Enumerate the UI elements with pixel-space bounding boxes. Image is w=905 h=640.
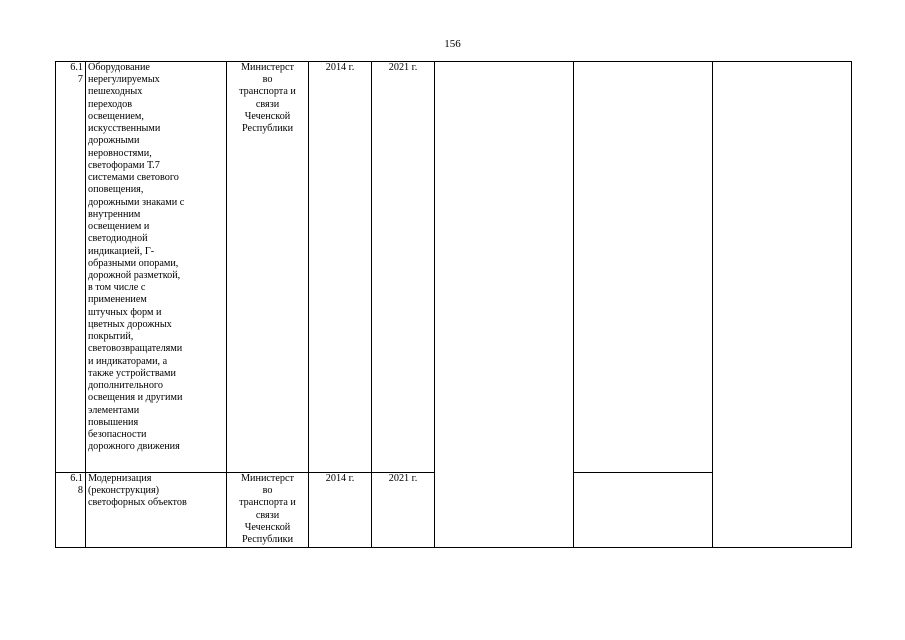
page-number: 156 <box>444 38 461 50</box>
start-year-cell: 2014 г. <box>309 473 372 548</box>
measure-name-cell: Модернизация (реконструкция) светофорных объектов <box>86 473 227 548</box>
executor-cell: Министерст во транспорта и связи Чеченской Республики <box>227 473 309 548</box>
empty-cell <box>574 473 713 548</box>
empty-cell <box>713 62 852 548</box>
executor-cell: Министерст во транспорта и связи Чеченской Республики <box>227 62 309 473</box>
end-year-cell: 2021 г. <box>372 62 435 473</box>
measures-table <box>55 61 852 548</box>
table-row <box>56 62 852 473</box>
empty-cell <box>574 62 713 473</box>
row-number-cell: 6.1 7 <box>56 62 86 473</box>
empty-cell <box>435 62 574 548</box>
measure-name-cell: Оборудование нерегулируемых пешеходных переходов освещением, искусственными дорожными неровностями, светофорами Т.7 системами светового оповещения, дорожными знаками с внутренним освещением и светодиодной индикацией, Г- образными опорами, дорожной разметкой, в том числе с применением штучных форм и цветных дорожных покрытий, световозвращателями и индикаторами, а также устройствами дополнительного освещения и другими элементами повышения безопасности дорожного движения <box>86 62 227 473</box>
end-year-cell: 2021 г. <box>372 473 435 548</box>
row-number-cell: 6.1 8 <box>56 473 86 548</box>
start-year-cell: 2014 г. <box>309 62 372 473</box>
